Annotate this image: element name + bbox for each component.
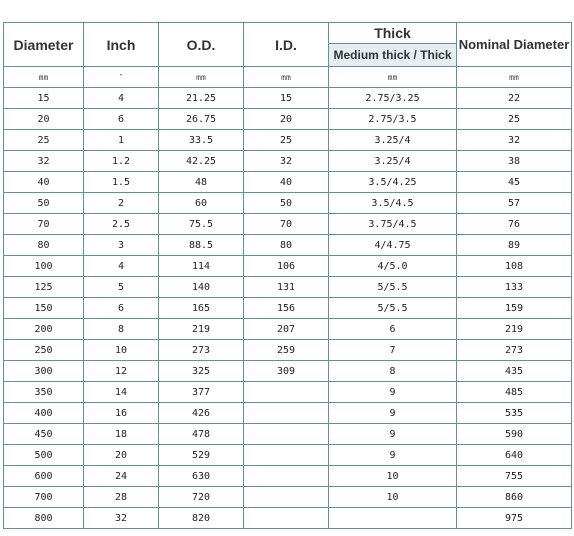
table-row: [4, 277, 572, 298]
pipe-dimension-table: [3, 22, 572, 529]
thickness-cell: 3.75/4.5: [329, 214, 457, 235]
thickness-cell: 2.75/3.5: [329, 109, 457, 130]
table-row: [4, 151, 572, 172]
thickness-cell: 7: [329, 340, 457, 361]
nominal-diameter-cell: 640: [457, 445, 572, 466]
id-cell: 20: [244, 109, 329, 130]
id-cell: 40: [244, 172, 329, 193]
diameter-cell: 400: [4, 403, 84, 424]
table-row: [4, 298, 572, 319]
inch-cell: 12: [84, 361, 159, 382]
id-cell: [244, 508, 329, 529]
inch-cell: 6: [84, 298, 159, 319]
inch-cell: 5: [84, 277, 159, 298]
thickness-cell: 4/4.75: [329, 235, 457, 256]
diameter-cell: 20: [4, 109, 84, 130]
nominal-diameter-cell: 57: [457, 193, 572, 214]
thickness-cell: 3.5/4.5: [329, 193, 457, 214]
units-row: [4, 67, 572, 88]
od-cell: 529: [159, 445, 244, 466]
diameter-cell: 25: [4, 130, 84, 151]
od-cell: 60: [159, 193, 244, 214]
diameter-cell: 700: [4, 487, 84, 508]
id-cell: [244, 382, 329, 403]
thickness-cell: 10: [329, 487, 457, 508]
od-cell: 426: [159, 403, 244, 424]
diameter-cell: 125: [4, 277, 84, 298]
id-cell: 309: [244, 361, 329, 382]
unit-cell: mm: [244, 67, 329, 88]
header-thick: Thick: [329, 23, 457, 44]
diameter-cell: 450: [4, 424, 84, 445]
id-cell: 15: [244, 88, 329, 109]
diameter-cell: 250: [4, 340, 84, 361]
unit-cell: ″: [84, 67, 159, 88]
table-row: [4, 319, 572, 340]
od-cell: 720: [159, 487, 244, 508]
inch-cell: 4: [84, 256, 159, 277]
diameter-cell: 300: [4, 361, 84, 382]
id-cell: 156: [244, 298, 329, 319]
nominal-diameter-cell: 590: [457, 424, 572, 445]
table-body: [4, 88, 572, 529]
unit-cell: mm: [457, 67, 572, 88]
diameter-cell: 80: [4, 235, 84, 256]
diameter-cell: 40: [4, 172, 84, 193]
id-cell: 207: [244, 319, 329, 340]
od-cell: 478: [159, 424, 244, 445]
thickness-cell: 6: [329, 319, 457, 340]
thickness-cell: 5/5.5: [329, 298, 457, 319]
table-row: [4, 130, 572, 151]
table-row: [4, 487, 572, 508]
inch-cell: 2.5: [84, 214, 159, 235]
inch-cell: 16: [84, 403, 159, 424]
nominal-diameter-cell: 45: [457, 172, 572, 193]
table-row: [4, 214, 572, 235]
id-cell: 32: [244, 151, 329, 172]
nominal-diameter-cell: 159: [457, 298, 572, 319]
header-inch: Inch: [84, 23, 159, 67]
inch-cell: 28: [84, 487, 159, 508]
inch-cell: 18: [84, 424, 159, 445]
table-row: [4, 466, 572, 487]
table-row: [4, 193, 572, 214]
od-cell: 33.5: [159, 130, 244, 151]
id-cell: 259: [244, 340, 329, 361]
nominal-diameter-cell: 22: [457, 88, 572, 109]
nominal-diameter-cell: 860: [457, 487, 572, 508]
od-cell: 75.5: [159, 214, 244, 235]
od-cell: 377: [159, 382, 244, 403]
id-cell: [244, 403, 329, 424]
inch-cell: 4: [84, 88, 159, 109]
od-cell: 42.25: [159, 151, 244, 172]
od-cell: 88.5: [159, 235, 244, 256]
nominal-diameter-cell: 755: [457, 466, 572, 487]
thickness-cell: 3.25/4: [329, 130, 457, 151]
od-cell: 219: [159, 319, 244, 340]
nominal-diameter-cell: 535: [457, 403, 572, 424]
table-row: [4, 424, 572, 445]
thickness-cell: 8: [329, 361, 457, 382]
od-cell: 48: [159, 172, 244, 193]
od-cell: 273: [159, 340, 244, 361]
diameter-cell: 800: [4, 508, 84, 529]
table-row: [4, 172, 572, 193]
inch-cell: 1.2: [84, 151, 159, 172]
id-cell: 25: [244, 130, 329, 151]
table-row: [4, 340, 572, 361]
diameter-cell: 50: [4, 193, 84, 214]
thickness-cell: 9: [329, 403, 457, 424]
table-header: [4, 23, 572, 88]
od-cell: 325: [159, 361, 244, 382]
table-row: [4, 382, 572, 403]
nominal-diameter-cell: 485: [457, 382, 572, 403]
diameter-cell: 100: [4, 256, 84, 277]
thickness-cell: 4/5.0: [329, 256, 457, 277]
od-cell: 140: [159, 277, 244, 298]
nominal-diameter-cell: 32: [457, 130, 572, 151]
nominal-diameter-cell: 975: [457, 508, 572, 529]
header-id: I.D.: [244, 23, 329, 67]
thickness-cell: 9: [329, 445, 457, 466]
table-row: [4, 88, 572, 109]
header-diameter: Diameter: [4, 23, 84, 67]
nominal-diameter-cell: 435: [457, 361, 572, 382]
id-cell: [244, 487, 329, 508]
thickness-cell: 2.75/3.25: [329, 88, 457, 109]
diameter-cell: 70: [4, 214, 84, 235]
thickness-cell: 5/5.5: [329, 277, 457, 298]
od-cell: 165: [159, 298, 244, 319]
diameter-cell: 32: [4, 151, 84, 172]
thickness-cell: [329, 508, 457, 529]
nominal-diameter-cell: 219: [457, 319, 572, 340]
nominal-diameter-cell: 76: [457, 214, 572, 235]
diameter-cell: 15: [4, 88, 84, 109]
unit-cell: mm: [4, 67, 84, 88]
inch-cell: 3: [84, 235, 159, 256]
table-row: [4, 403, 572, 424]
id-cell: [244, 445, 329, 466]
table-row: [4, 109, 572, 130]
table-row: [4, 508, 572, 529]
table-row: [4, 361, 572, 382]
thickness-cell: 3.25/4: [329, 151, 457, 172]
thickness-cell: 10: [329, 466, 457, 487]
thickness-cell: 9: [329, 382, 457, 403]
inch-cell: 32: [84, 508, 159, 529]
nominal-diameter-cell: 25: [457, 109, 572, 130]
diameter-cell: 150: [4, 298, 84, 319]
inch-cell: 6: [84, 109, 159, 130]
id-cell: [244, 466, 329, 487]
nominal-diameter-cell: 89: [457, 235, 572, 256]
thickness-cell: 9: [329, 424, 457, 445]
od-cell: 630: [159, 466, 244, 487]
id-cell: 80: [244, 235, 329, 256]
od-cell: 820: [159, 508, 244, 529]
inch-cell: 20: [84, 445, 159, 466]
od-cell: 21.25: [159, 88, 244, 109]
nominal-diameter-cell: 273: [457, 340, 572, 361]
table-row: [4, 235, 572, 256]
id-cell: 70: [244, 214, 329, 235]
inch-cell: 1: [84, 130, 159, 151]
nominal-diameter-cell: 38: [457, 151, 572, 172]
inch-cell: 1.5: [84, 172, 159, 193]
table-row: [4, 445, 572, 466]
inch-cell: 10: [84, 340, 159, 361]
id-cell: 131: [244, 277, 329, 298]
inch-cell: 14: [84, 382, 159, 403]
diameter-cell: 200: [4, 319, 84, 340]
inch-cell: 24: [84, 466, 159, 487]
unit-cell: mm: [159, 67, 244, 88]
id-cell: [244, 424, 329, 445]
inch-cell: 8: [84, 319, 159, 340]
unit-cell: mm: [329, 67, 457, 88]
id-cell: 50: [244, 193, 329, 214]
diameter-cell: 350: [4, 382, 84, 403]
table-row: [4, 256, 572, 277]
header-thick-subheading: Medium thick / Thick: [329, 44, 457, 67]
nominal-diameter-cell: 133: [457, 277, 572, 298]
thickness-cell: 3.5/4.25: [329, 172, 457, 193]
pipe-dimension-table-container: [3, 22, 572, 529]
header-od: O.D.: [159, 23, 244, 67]
id-cell: 106: [244, 256, 329, 277]
header-nominal-diameter: Nominal Diameter: [457, 23, 572, 67]
od-cell: 26.75: [159, 109, 244, 130]
diameter-cell: 600: [4, 466, 84, 487]
inch-cell: 2: [84, 193, 159, 214]
nominal-diameter-cell: 108: [457, 256, 572, 277]
od-cell: 114: [159, 256, 244, 277]
diameter-cell: 500: [4, 445, 84, 466]
